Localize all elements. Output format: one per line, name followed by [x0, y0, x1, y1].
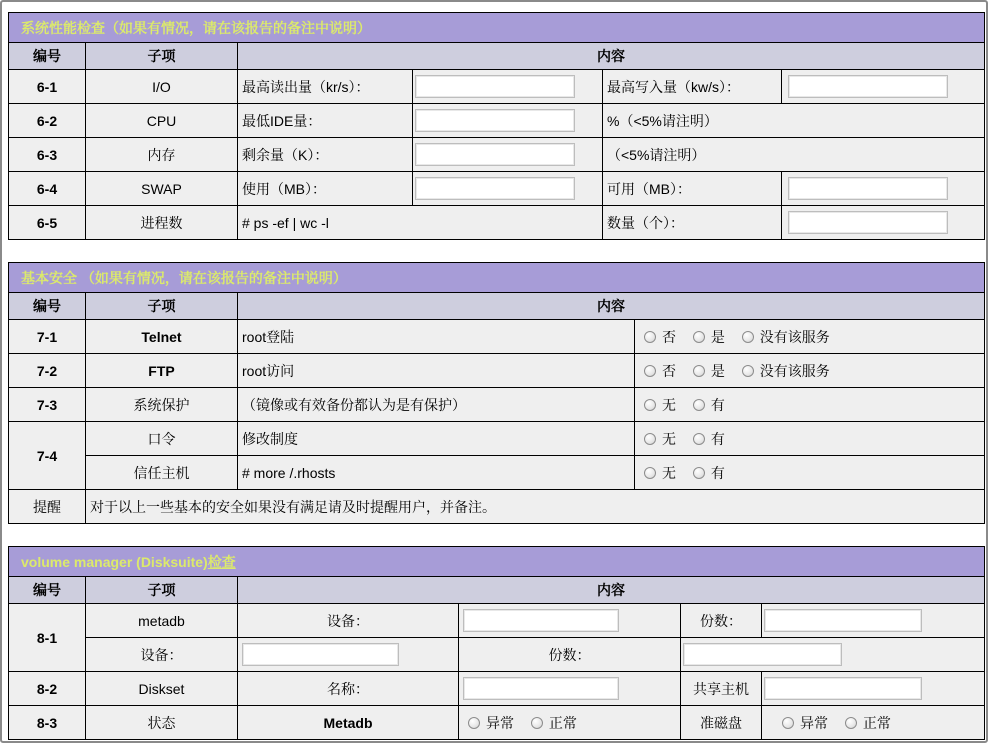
- remaining-memory-input[interactable]: [415, 143, 575, 166]
- protection-radio-group: [635, 388, 985, 422]
- table-row: [9, 104, 985, 138]
- radio-button-icon[interactable]: [693, 399, 705, 411]
- subitem-trusted-hosts: 信任主机: [86, 456, 238, 490]
- field-label-root-access: root访问: [238, 354, 635, 388]
- radio-option-no[interactable]: [644, 361, 676, 381]
- max-write-input[interactable]: [788, 75, 948, 98]
- table-row: [9, 70, 985, 104]
- column-header-content: 内容: [238, 293, 985, 320]
- column-header-subitem: 子项: [86, 293, 238, 320]
- metadb-copies-input[interactable]: [764, 609, 922, 632]
- field-label-remaining: 剩余量（K）：: [238, 138, 413, 172]
- subitem-ftp: FTP: [86, 354, 238, 388]
- min-idle-input[interactable]: [415, 109, 575, 132]
- row-number: 8-3: [9, 706, 86, 740]
- radio-option-has[interactable]: [693, 429, 725, 449]
- telnet-radio-group: [635, 320, 985, 354]
- table-row: [9, 706, 985, 740]
- radio-button-icon[interactable]: [644, 433, 656, 445]
- row-number: 8-1: [9, 604, 86, 672]
- ftp-radio-group: [635, 354, 985, 388]
- column-header-subitem: 子项: [86, 577, 238, 604]
- command-more-rhosts: # more /.rhosts: [238, 456, 635, 490]
- radio-option-label: 无: [662, 430, 676, 447]
- table-row: [9, 320, 985, 354]
- table-row: [9, 388, 985, 422]
- column-header-content: 内容: [238, 577, 985, 604]
- radio-button-icon[interactable]: [693, 467, 705, 479]
- radio-button-icon[interactable]: [644, 467, 656, 479]
- swap-available-input[interactable]: [788, 177, 948, 200]
- row-number: 7-4: [9, 422, 86, 490]
- radio-option-no-service[interactable]: [742, 327, 830, 347]
- note-cpu-threshold: %（<5%请注明）: [603, 104, 985, 138]
- field-label-root-login: root登陆: [238, 320, 635, 354]
- radio-button-icon[interactable]: [468, 717, 480, 729]
- metadb-device-input[interactable]: [463, 609, 619, 632]
- table-row: [9, 672, 985, 706]
- quorum-disk-radio-group: [762, 706, 985, 740]
- column-header-subitem: 子项: [86, 43, 238, 70]
- row-number: 6-5: [9, 206, 86, 240]
- row-number: 7-1: [9, 320, 86, 354]
- shared-host-input[interactable]: [764, 677, 922, 700]
- column-header-content: 内容: [238, 43, 985, 70]
- radio-option-label: 有: [710, 464, 725, 481]
- radio-option-abnormal[interactable]: [468, 713, 514, 733]
- section-title-text: volume manager (Disksuite): [21, 553, 208, 570]
- radio-option-label: 是: [710, 328, 725, 345]
- field-label-quorum-disk: 准磁盘: [681, 706, 762, 740]
- row-number: 8-2: [9, 672, 86, 706]
- subitem-metadb: metadb: [86, 604, 238, 638]
- radio-button-icon[interactable]: [644, 365, 656, 377]
- field-label-copies: 份数：: [459, 638, 681, 672]
- field-label-protection-note: （镜像或有效备份都认为是有保护）: [238, 388, 635, 422]
- system-performance-table: [8, 12, 985, 240]
- radio-button-icon[interactable]: [693, 331, 705, 343]
- radio-button-icon[interactable]: [644, 331, 656, 343]
- radio-option-no[interactable]: [644, 327, 676, 347]
- subitem-status: 状态: [86, 706, 238, 740]
- subitem-telnet: Telnet: [86, 320, 238, 354]
- row-number: 6-3: [9, 138, 86, 172]
- radio-option-label: 有: [710, 396, 725, 413]
- table-row: [9, 422, 985, 456]
- radio-option-label: 没有该服务: [759, 362, 830, 379]
- column-header-number: 编号: [9, 293, 86, 320]
- radio-option-none[interactable]: [644, 429, 676, 449]
- field-label-name: 名称：: [238, 672, 459, 706]
- radio-option-yes[interactable]: [693, 327, 725, 347]
- subitem-diskset: Diskset: [86, 672, 238, 706]
- column-header-number: 编号: [9, 577, 86, 604]
- section-title-underlined: 检查: [207, 553, 236, 570]
- radio-button-icon[interactable]: [531, 717, 543, 729]
- subitem-memory: 内存: [86, 138, 238, 172]
- field-label-swap-available: 可用（MB）：: [603, 172, 782, 206]
- radio-option-normal[interactable]: [845, 713, 891, 733]
- radio-option-normal[interactable]: [531, 713, 577, 733]
- command-ps-wc: # ps -ef | wc -l: [238, 206, 603, 240]
- volume-manager-table: [8, 546, 985, 740]
- subitem-process-count: 进程数: [86, 206, 238, 240]
- table-row: [9, 172, 985, 206]
- copies-input[interactable]: [683, 643, 842, 666]
- field-label-max-read: 最高读出量（kr/s）：: [238, 70, 413, 104]
- table-row: [9, 138, 985, 172]
- radio-option-label: 异常: [486, 714, 514, 731]
- max-read-input[interactable]: [415, 75, 575, 98]
- note-memory-threshold: （<5%请注明）: [603, 138, 985, 172]
- radio-button-icon[interactable]: [693, 433, 705, 445]
- field-label-min-idle: 最低IDE量：: [238, 104, 413, 138]
- table-row: [9, 354, 985, 388]
- field-label-device: 设备：: [238, 604, 459, 638]
- radio-option-abnormal[interactable]: [782, 713, 828, 733]
- section-header-performance: 系统性能检查（如果有情况，请在该报告的备注中说明）: [9, 13, 985, 43]
- reminder-label: 提醒: [9, 490, 86, 524]
- radio-option-label: 否: [662, 328, 676, 345]
- radio-option-has[interactable]: [693, 395, 725, 415]
- radio-option-has[interactable]: [693, 463, 725, 483]
- radio-option-label: 正常: [548, 714, 577, 731]
- field-label-shared-host: 共享主机: [681, 672, 762, 706]
- radio-button-icon[interactable]: [693, 365, 705, 377]
- radio-button-icon[interactable]: [644, 399, 656, 411]
- table-row: [9, 638, 985, 672]
- radio-option-label: 否: [662, 362, 676, 379]
- column-header-number: 编号: [9, 43, 86, 70]
- subitem-system-protection: 系统保护: [86, 388, 238, 422]
- table-row: [9, 456, 985, 490]
- subitem-password: 口令: [86, 422, 238, 456]
- radio-button-icon[interactable]: [845, 717, 857, 729]
- field-label-swap-used: 使用（MB）：: [238, 172, 413, 206]
- basic-security-table: [8, 262, 985, 524]
- subitem-cpu: CPU: [86, 104, 238, 138]
- process-count-input[interactable]: [788, 211, 948, 234]
- radio-option-label: 无: [662, 396, 676, 413]
- field-label-metadb-status: Metadb: [238, 706, 459, 740]
- table-row: [9, 206, 985, 240]
- radio-option-none[interactable]: [644, 463, 676, 483]
- reminder-text: 对于以上一些基本的安全如果没有满足请及时提醒用户，并备注。: [86, 490, 985, 524]
- row-number: 6-1: [9, 70, 86, 104]
- radio-button-icon[interactable]: [742, 365, 754, 377]
- radio-option-yes[interactable]: [693, 361, 725, 381]
- subitem-io: I/O: [86, 70, 238, 104]
- swap-used-input[interactable]: [415, 177, 575, 200]
- field-label-copies: 份数：: [681, 604, 762, 638]
- radio-option-label: 无: [662, 464, 676, 481]
- subitem-swap: SWAP: [86, 172, 238, 206]
- metadb-status-radio-group: [459, 706, 681, 740]
- table-row: [9, 490, 985, 524]
- field-label-quantity: 数量（个）：: [603, 206, 782, 240]
- field-label-change-policy: 修改制度: [238, 422, 635, 456]
- section-header-security: 基本安全 （如果有情况，请在该报告的备注中说明）: [9, 263, 985, 293]
- radio-option-label: 正常: [862, 714, 891, 731]
- radio-option-label: 有: [710, 430, 725, 447]
- radio-button-icon[interactable]: [782, 717, 794, 729]
- device-input[interactable]: [242, 643, 399, 666]
- radio-option-none[interactable]: [644, 395, 676, 415]
- diskset-name-input[interactable]: [463, 677, 619, 700]
- radio-button-icon[interactable]: [742, 331, 754, 343]
- row-number: 7-3: [9, 388, 86, 422]
- radio-option-no-service[interactable]: [742, 361, 830, 381]
- row-number: 6-2: [9, 104, 86, 138]
- trusted-hosts-radio-group: [635, 456, 985, 490]
- field-label-max-write: 最高写入量（kw/s）：: [603, 70, 782, 104]
- row-number: 6-4: [9, 172, 86, 206]
- radio-option-label: 没有该服务: [759, 328, 830, 345]
- subitem-device: 设备：: [86, 638, 238, 672]
- radio-option-label: 是: [710, 362, 725, 379]
- row-number: 7-2: [9, 354, 86, 388]
- table-row: [9, 604, 985, 638]
- password-radio-group: [635, 422, 985, 456]
- radio-option-label: 异常: [800, 714, 828, 731]
- section-header-volume-manager: [9, 547, 985, 577]
